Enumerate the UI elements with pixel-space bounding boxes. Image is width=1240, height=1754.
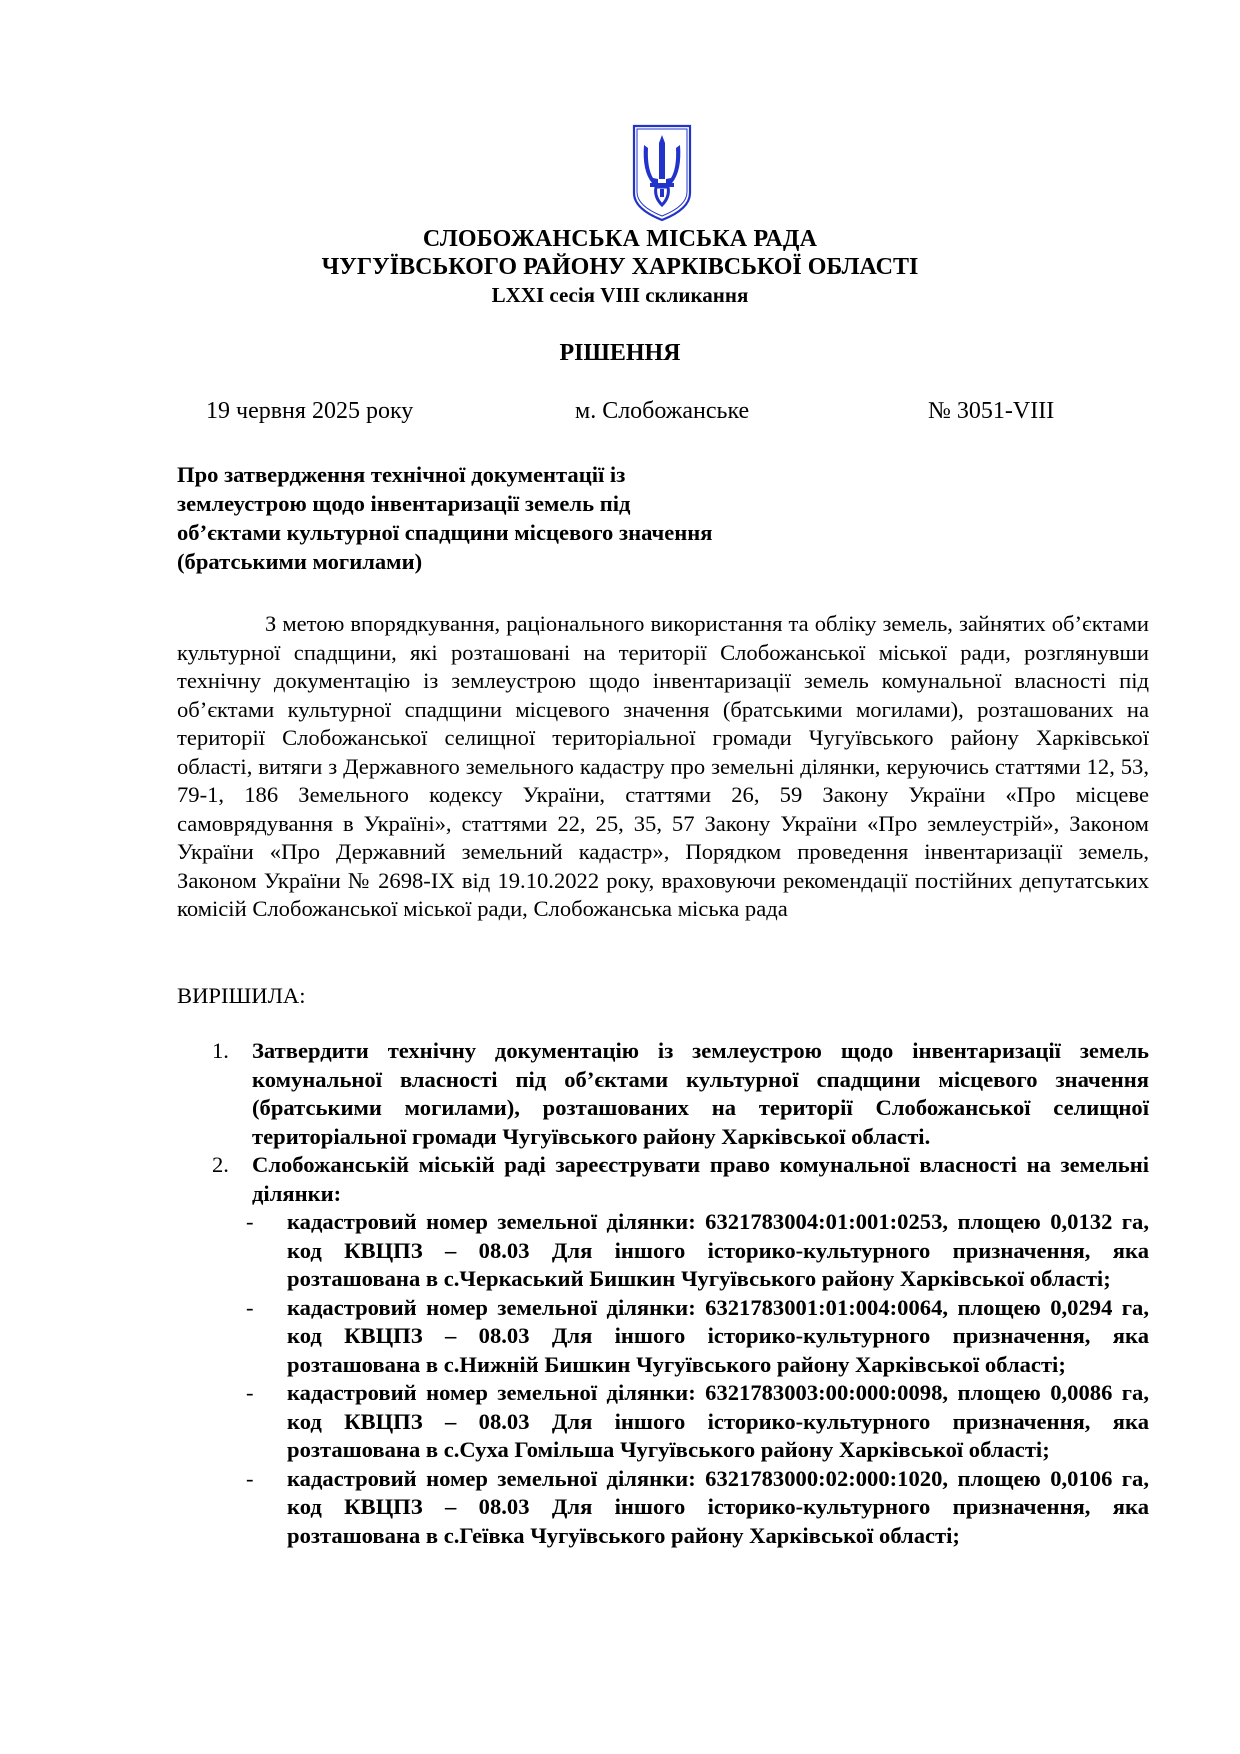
land-plot-list: [246, 1208, 1149, 1550]
land-plot-text: кадастровий номер земельної ділянки: 6321783001:01:004:0064, площею 0,0294 га, код КВЦПЗ – 08.03 Для іншого історико-культурного призначення, яка розташована в с.Нижній Бишкин Чугуївського району Харківської області;: [287, 1294, 1149, 1377]
item-number: 2.: [212, 1152, 229, 1177]
decision-place: м. Слобожанське: [575, 398, 750, 424]
land-plot-item: [246, 1208, 1149, 1294]
land-plot-text: кадастровий номер земельної ділянки: 6321783004:01:001:0253, площею 0,0132 га, код КВЦПЗ – 08.03 Для іншого історико-культурного призначення, яка розташована в с.Черкаський Бишкин Чугуївського району Харківської області;: [287, 1209, 1149, 1291]
decision-date: 19 червня 2025 року: [206, 398, 414, 424]
preamble-part-3: Слобожанська міська рада: [533, 896, 788, 921]
list-dash: -: [246, 1294, 254, 1320]
decision-item: [212, 1037, 1149, 1151]
decision-number: № 3051-VIII: [928, 398, 1055, 424]
preamble-paragraph: [177, 610, 1149, 924]
list-dash: -: [246, 1465, 254, 1491]
land-plot-text: кадастровий номер земельної ділянки: 6321783000:02:000:1020, площею 0,0106 га, код КВЦПЗ – 08.03 Для іншого історико-культурного призначення, яка розташована в с.Геївка Чугуївського району Харківської області;: [287, 1465, 1149, 1548]
list-dash: -: [246, 1209, 254, 1234]
land-plot-item: [246, 1465, 1149, 1551]
list-dash: -: [246, 1380, 254, 1405]
decision-subject: Про затвердження технічної документації із землеустрою щодо інвентаризації земель під об’єктами культурної спадщини місцевого значення (братськими могилами): [177, 462, 713, 574]
decision-item: [212, 1151, 1149, 1550]
document-title: РІШЕННЯ: [559, 340, 681, 366]
preamble-part-2: розглянувши технічну документацію із землеустрою щодо інвентаризації земель комунальної власності під об’єктами культурної спадщини місцевого значення (братськими могилами), розташованих на території Слобожанської селищної територіальної громади Чугуївського району Харківської області, витяги з Державного земельного кадастру про земельні ділянки, керуючись статтями 12, 53, 79-1, 186 Земельного кодексу України, статтями 26, 59 Закону України «Про місцеве самоврядування в Україні», статтями 22, 25, 35, 57 Закону України «Про землеустрій», Законом України «Про Державний земельний кадастр», Порядком проведення інвентаризації земель, Законом України № 2698-IX від 19.10.2022 року, враховуючи рекомендації постійних депутатських комісій Слобожанської міської ради,: [177, 639, 1149, 921]
land-plot-item: [246, 1379, 1149, 1465]
session-line: LXXI сесія VIII скликання: [491, 283, 749, 307]
decision-items: [212, 1037, 1149, 1550]
item-text: Затвердити технічну документацію із землеустрою щодо інвентаризації земель комунальної власності під об’єктами культурної спадщини місцевого значення (братськими могилами), розташованих на території Слобожанської селищної територіальної громади Чугуївського району Харківської області.: [252, 1038, 1149, 1149]
council-name: СЛОБОЖАНСЬКА МІСЬКА РАДА: [422, 226, 818, 252]
coat-of-arms-emblem: [630, 123, 694, 223]
district-name: ЧУГУЇВСЬКОГО РАЙОНУ ХАРКІВСЬКОЇ ОБЛАСТІ: [321, 254, 919, 280]
preamble-part-1: З метою впорядкування, раціонального використання та обліку земель, зайнятих об’єктами культурної спадщини, які розташовані на території Слобожанської міської ради,: [177, 611, 1149, 665]
land-plot-item: [246, 1294, 1149, 1380]
item-text: Слобожанській міській раді зареєструвати право комунальної власності на земельні ділянки:: [252, 1152, 1149, 1206]
decided-label: ВИРІШИЛА:: [177, 983, 306, 1008]
land-plot-text: кадастровий номер земельної ділянки: 6321783003:00:000:0098, площею 0,0086 га, код КВЦПЗ – 08.03 Для іншого історико-культурного призначення, яка розташована в с.Суха Гомільша Чугуївського району Харківської області;: [287, 1380, 1149, 1462]
item-number: 1.: [212, 1038, 229, 1063]
